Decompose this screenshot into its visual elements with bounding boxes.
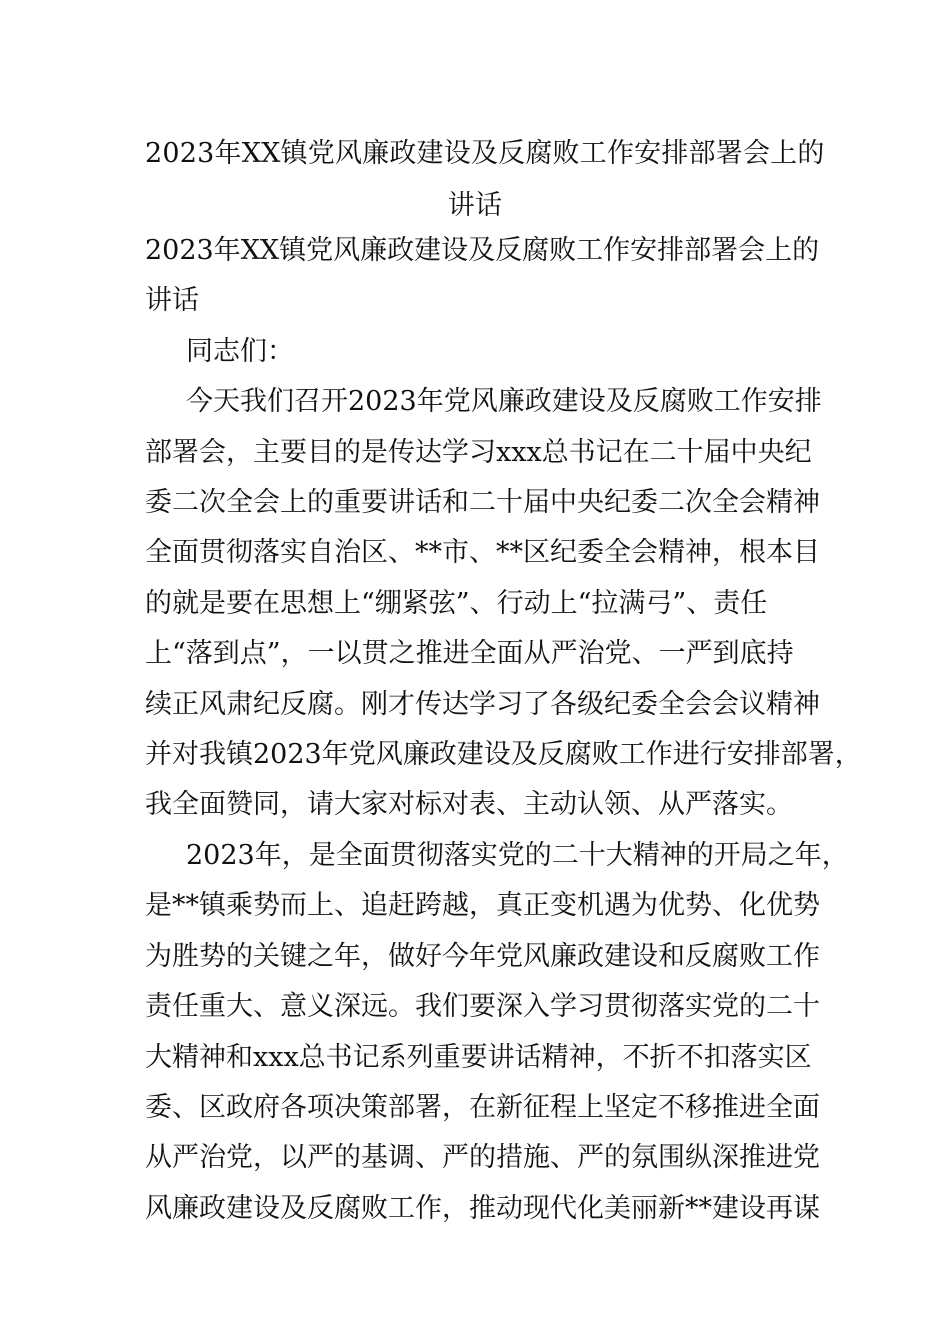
paragraph-2-line: 是**镇乘势而上、追赶跨越，真正变机遇为优势、化优势: [145, 890, 820, 922]
paragraph-1-line: 委二次全会上的重要讲话和二十届中央纪委二次全会精神: [145, 487, 820, 519]
paragraph-1-line: 今天我们召开2023年党风廉政建设及反腐败工作安排: [186, 386, 822, 418]
document-title: [145, 128, 825, 232]
subtitle-line-2: 讲话: [145, 285, 199, 317]
paragraph-1-line: 续正风肃纪反腐。刚才传达学习了各级纪委全会会议精神: [145, 688, 820, 720]
subtitle-line-1: 2023年XX镇党风廉政建设及反腐败工作安排部署会上的: [145, 235, 820, 266]
paragraph-1-line: 全面贯彻落实自治区、**市、**区纪委全会精神，根本目: [145, 537, 820, 569]
title-line-1: 2023年XX镇党风廉政建设及反腐败工作安排部署会上的: [145, 138, 825, 169]
paragraph-2-line: 2023年，是全面贯彻落实党的二十大精神的开局之年，: [186, 839, 849, 871]
paragraph-1-line: 的就是要在思想上“绷紧弦”、行动上“拉满弓”、责任: [145, 587, 768, 619]
paragraph-2-line: 委、区政府各项决策部署，在新征程上坚定不移推进全面: [145, 1091, 820, 1123]
salutation: 同志们：: [186, 335, 294, 367]
paragraph-2-line: 从严治党，以严的基调、严的措施、严的氛围纵深推进党: [145, 1142, 820, 1174]
paragraph-2-line: 责任重大、意义深远。我们要深入学习贯彻落实党的二十: [145, 991, 820, 1023]
paragraph-1-line: 部署会，主要目的是传达学习xxx总书记在二十届中央纪: [145, 436, 812, 468]
paragraph-2-line: 风廉政建设及反腐败工作，推动现代化美丽新**建设再谋: [145, 1192, 820, 1224]
paragraph-1-line: 我全面赞同，请大家对标对表、主动认领、从严落实。: [145, 789, 793, 821]
paragraph-2-line: 大精神和xxx总书记系列重要讲话精神，不折不扣落实区: [145, 1041, 812, 1073]
paragraph-2-line: 为胜势的关键之年，做好今年党风廉政建设和反腐败工作: [145, 940, 820, 972]
paragraph-1-line: 上“落到点”，一以贯之推进全面从严治党、一严到底持: [145, 638, 794, 670]
document-body: [145, 226, 862, 1234]
paragraph-1-line: 并对我镇2023年党风廉政建设及反腐败工作进行安排部署，: [145, 739, 862, 771]
title-line-2: 讲话: [447, 190, 503, 221]
